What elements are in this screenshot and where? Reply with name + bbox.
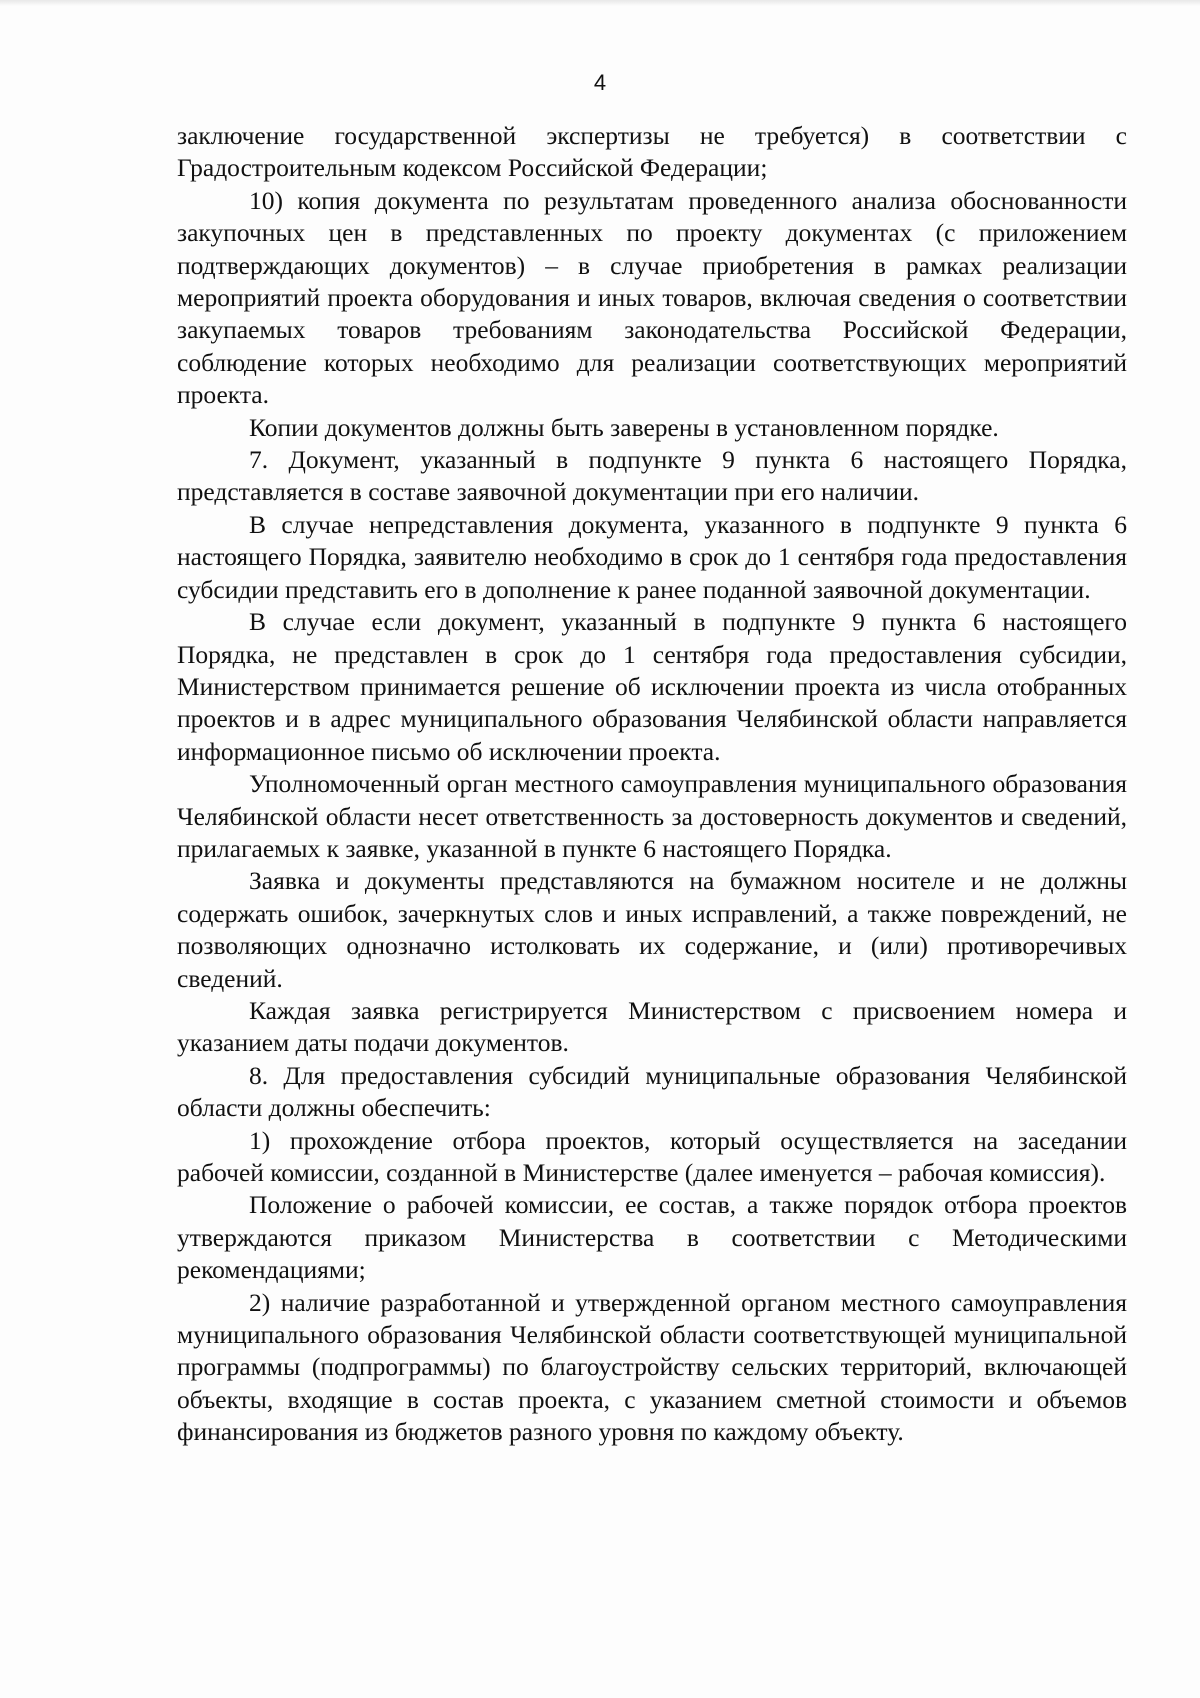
paragraph: 7. Документ, указанный в подпункте 9 пункта 6 настоящего Порядка, представляется в составе заявочной документации при его наличии. xyxy=(177,445,1127,507)
paragraph: 1) прохождение отбора проектов, который осуществляется на заседании рабочей комиссии, созданной в Министерстве (далее именуется – рабочая комиссия). xyxy=(177,1125,1127,1187)
paragraph: заключение государственной экспертизы не требуется) в соответствии с Градостроительным кодексом Российской Федерации; xyxy=(177,121,1127,183)
paragraph: Заявка и документы представляются на бумажном носителе и не должны содержать ошибок, зачеркнутых слов и иных исправлений, а также повреждений, не позволяющих однозначно истолковать их содержание, и (или) противоречивых сведений. xyxy=(177,866,1127,993)
paragraph: Положение о рабочей комиссии, ее состав, а также порядок отбора проектов утверждаются приказом Министерства в соответствии с Методическими рекомендациями; xyxy=(177,1190,1127,1285)
paragraph: В случае если документ, указанный в подпункте 9 пункта 6 настоящего Порядка, не представлен в срок до 1 сентября года предоставления субсидии, Министерством принимается решение об исключении проекта из числа отобранных проектов и в адрес муниципального образования Челябинской области направляется информационное письмо об исключении проекта. xyxy=(177,607,1127,766)
paragraph: 8. Для предоставления субсидий муниципальные образования Челябинской области должны обеспечить: xyxy=(177,1060,1127,1123)
scan-edge xyxy=(0,0,1200,6)
paragraph: Уполномоченный орган местного самоуправления муниципального образования Челябинской области несет ответственность за достоверность документов и сведений, прилагаемых к заявке, указанной в пункте 6 настоящего Порядка. xyxy=(177,769,1127,863)
paragraph: 2) наличие разработанной и утвержденной органом местного самоуправления муниципального образования Челябинской области соответствующей муниципальной программы (подпрограммы) по благоустройству сельских территорий, включающей объекты, входящие в состав проекта, с указанием сметной стоимости и объемов финансирования из бюджетов разного уровня по каждому объекту. xyxy=(177,1287,1127,1447)
paragraph: В случае непредставления документа, указанного в подпункте 9 пункта 6 настоящего Порядка, заявителю необходимо в срок до 1 сентября года предоставления субсидии представить его в дополнение к ранее поданной заявочной документации. xyxy=(177,509,1127,604)
document-body xyxy=(177,120,1127,1449)
paragraph: 10) копия документа по результатам проведенного анализа обоснованности закупочных цен в представленных по проекту документах (с приложением подтверждающих документов) – в случае приобретения в рамках реализации мероприятий проекта оборудования и иных товаров, включая сведения о соответствии закупаемых товаров требованиям законодательства Российской Федерации, соблюдение которых необходимо для реализации соответствующих мероприятий проекта. xyxy=(177,185,1127,410)
page-number: 4 xyxy=(593,70,607,95)
paragraph: Копии документов должны быть заверены в установленном порядке. xyxy=(249,412,999,442)
paragraph: Каждая заявка регистрируется Министерством с присвоением номера и указанием даты подачи документов. xyxy=(177,995,1127,1058)
